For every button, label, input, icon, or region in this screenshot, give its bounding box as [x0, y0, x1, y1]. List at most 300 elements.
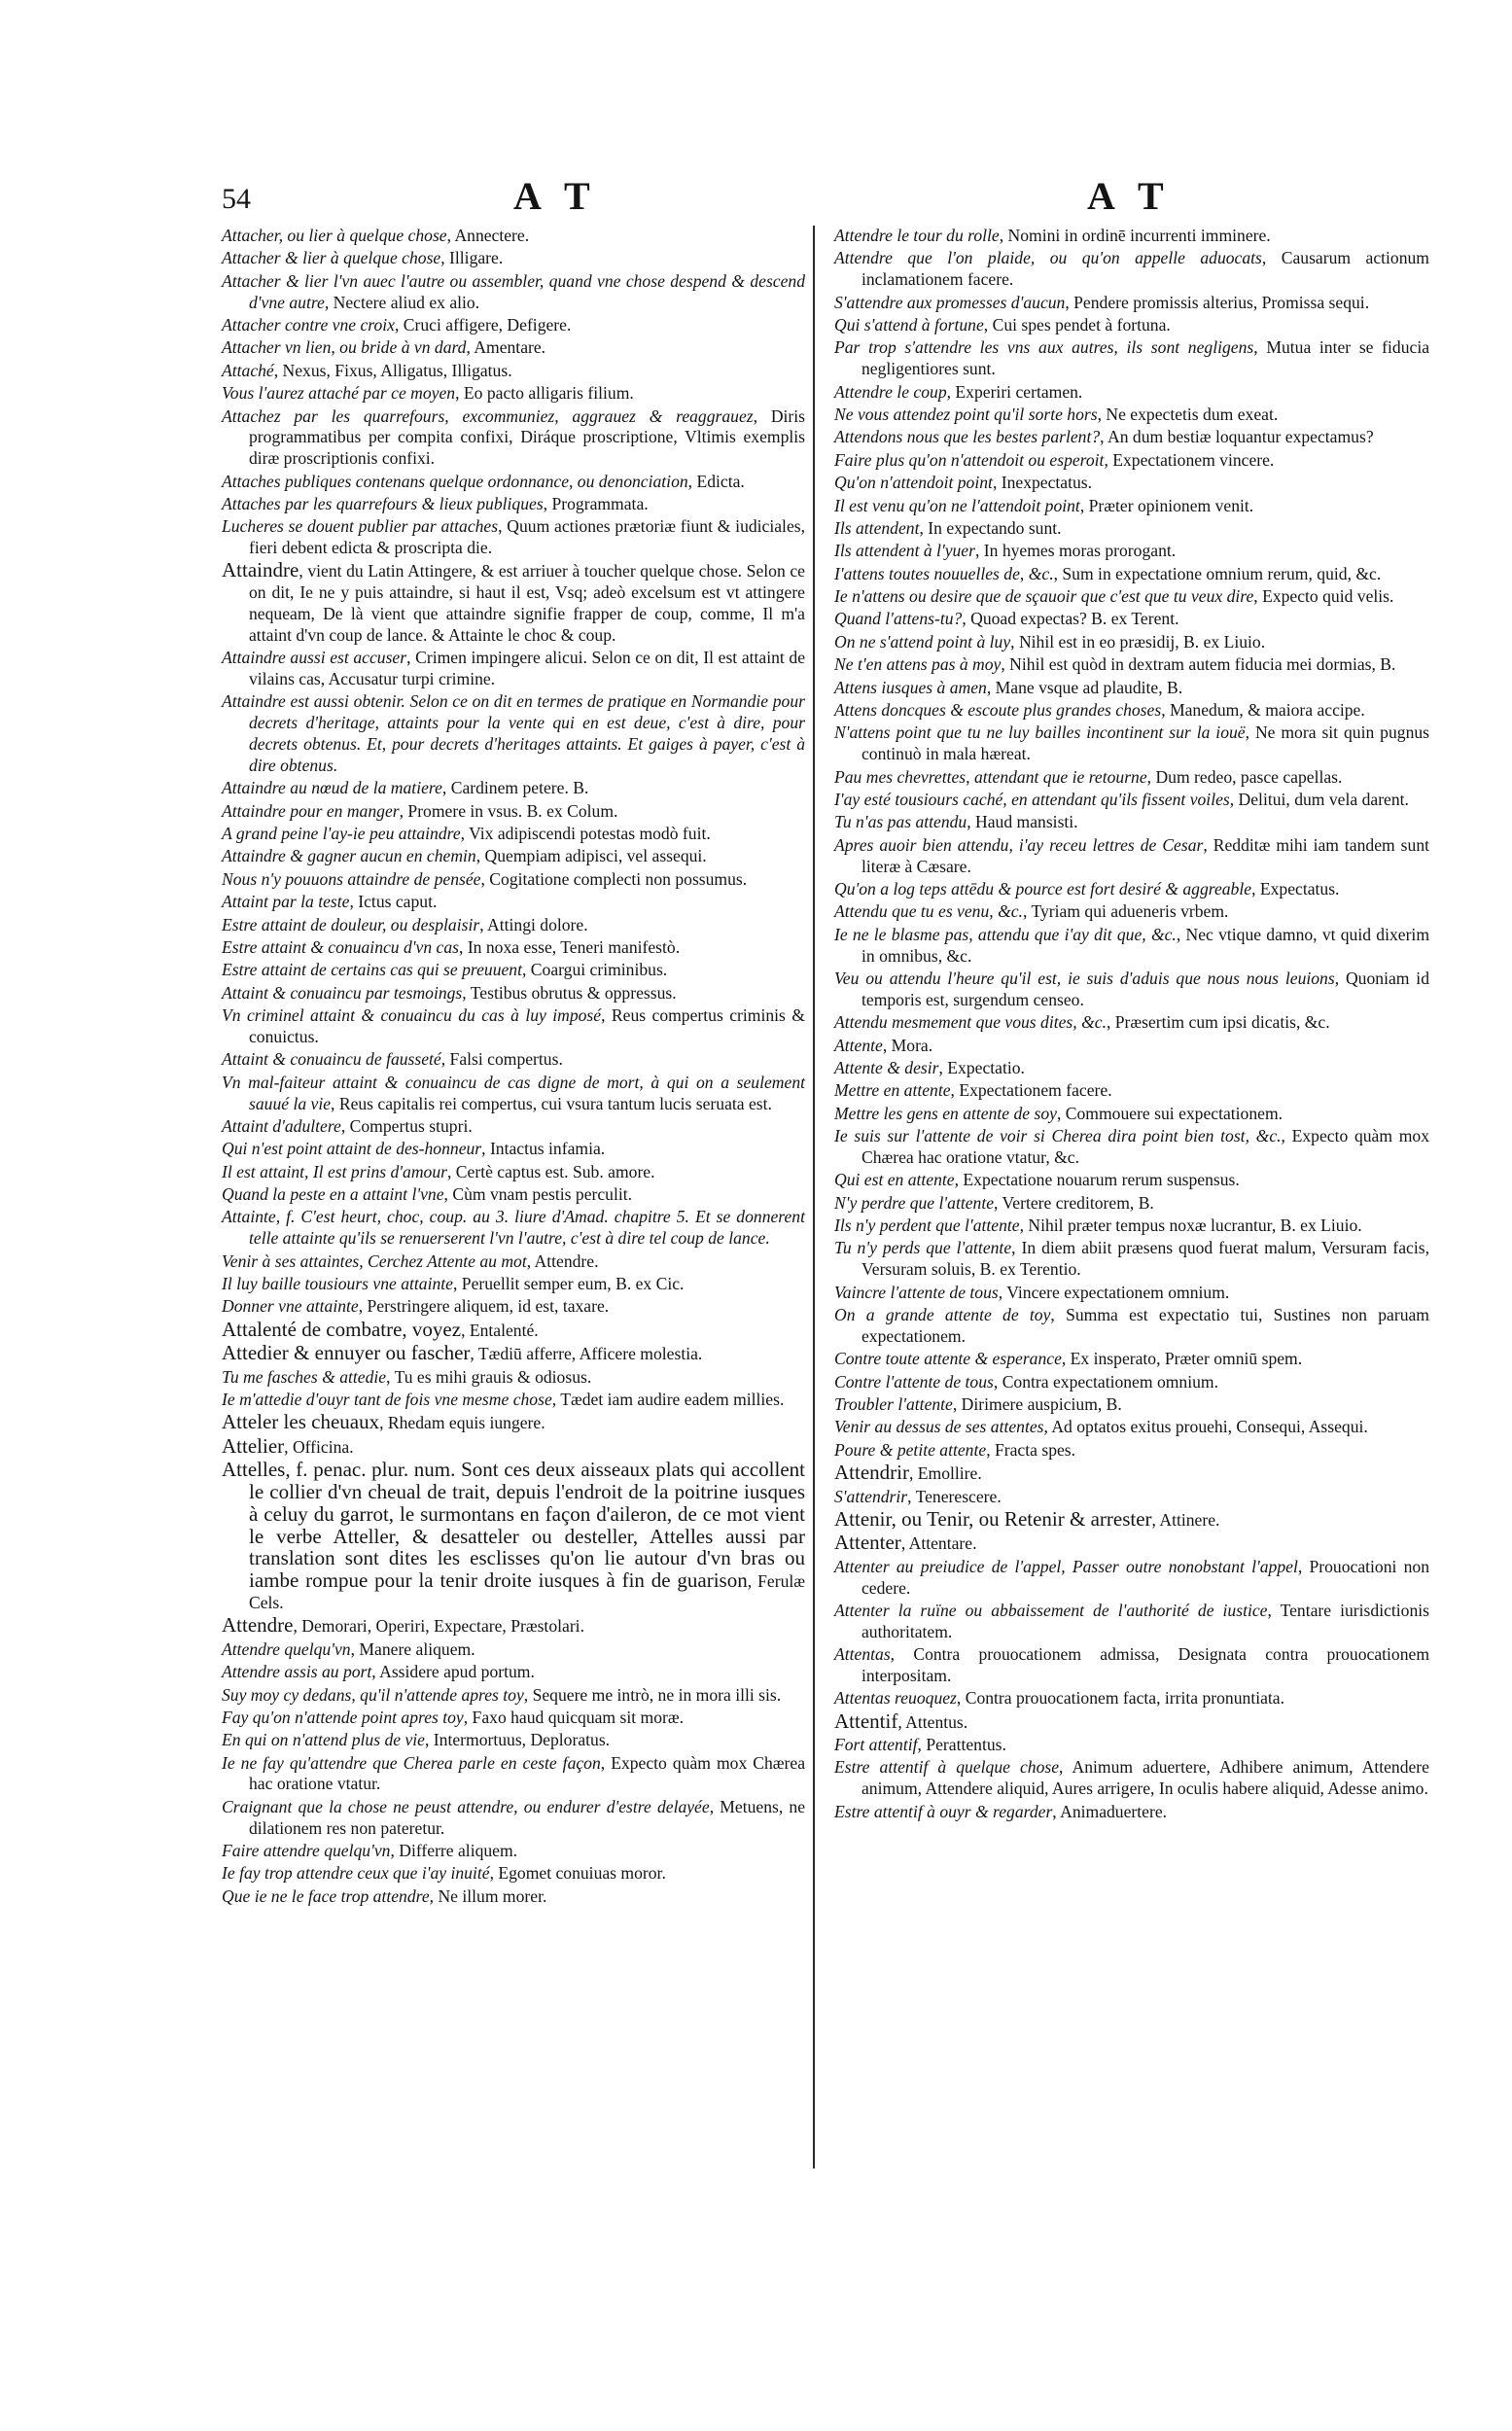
dictionary-entry: Attacher & lier l'vn auec l'autre ou assembler, quand vne chose despend & descend d'vne autre, Nectere aliud ex alio.: [222, 270, 805, 312]
dictionary-entry: Attente, Mora.: [834, 1035, 933, 1055]
dictionary-entry: Attendrir, Emollire.: [834, 1461, 982, 1485]
french-term: On ne s'attend point à luy: [834, 631, 1011, 652]
french-term: Attendu que tu es venu, &c.: [834, 901, 1023, 922]
dictionary-entry: Par trop s'attendre les vns aux autres, ils sont negligens, Mutua inter se fiducia negligentiores sunt.: [834, 337, 1430, 379]
latin-equivalent: Commouere sui expectationem.: [1065, 1103, 1283, 1123]
latin-equivalent: In diem abiit præsens quod fuerat malum, Versuram facis, Versuram soluis, B. ex Terentio.: [861, 1238, 1429, 1280]
latin-equivalent: Nexus, Fixus, Alligatus, Illigatus.: [282, 360, 512, 380]
french-term: Apres auoir bien attendu, i'ay receu lettres de Cesar: [834, 834, 1204, 855]
latin-equivalent: Testibus obrutus & oppressus.: [470, 982, 677, 1003]
latin-equivalent: Officina.: [292, 1436, 354, 1457]
latin-equivalent: Redditæ mihi iam tandem sunt literæ à Cæsare.: [861, 834, 1430, 876]
french-term: Contre toute attente & esperance: [834, 1349, 1062, 1369]
latin-equivalent: Vertere creditorem, B.: [1002, 1192, 1154, 1213]
latin-equivalent: Inexpectatus.: [1001, 473, 1093, 493]
latin-equivalent: Præter opinionem venit.: [1088, 495, 1254, 515]
french-term: Pau mes chevrettes, attendant que ie retourne: [834, 766, 1147, 787]
latin-equivalent: Contra expectationem omnium.: [1002, 1371, 1218, 1392]
latin-equivalent: Attendre.: [534, 1251, 599, 1271]
french-term: Lucheres se douent publier par attaches: [222, 516, 499, 537]
latin-equivalent: In noxa esse, Teneri manifestò.: [467, 936, 681, 957]
dictionary-entry: On ne s'attend point à luy, Nihil est in eo præsidij, B. ex Liuio.: [834, 631, 1266, 652]
french-term: Estre attaint de certains cas qui se preuuent: [222, 960, 522, 980]
latin-equivalent: Animaduertere.: [1060, 1801, 1168, 1821]
dictionary-entry: Attaint & conuaincu par tesmoings, Testibus obrutus & oppressus.: [222, 982, 677, 1003]
french-term: I'ay esté tousiours caché, en attendant qu'ils fissent voiles: [834, 789, 1230, 809]
dictionary-entry: I'attens toutes nouuelles de, &c., Sum in expectatione omnium rerum, quid, &c.: [834, 563, 1382, 583]
dictionary-entry: Attendre quelqu'vn, Manere aliquem.: [222, 1638, 475, 1659]
dictionary-entry: Il est attaint, Il est prins d'amour, Certè captus est. Sub. amore.: [222, 1161, 655, 1181]
french-term: Attaindre aussi est accuser: [222, 648, 407, 668]
latin-equivalent: Manedum, & maiora accipe.: [1169, 700, 1365, 721]
french-term: Attaindre & gagner aucun en chemin: [222, 846, 476, 866]
latin-equivalent: Illigare.: [449, 248, 504, 268]
dictionary-entry: Attendre que l'on plaide, ou qu'on appelle aduocats, Causarum actionum inclamationem facere.: [834, 248, 1429, 290]
french-term: Attendre le coup: [834, 381, 947, 402]
french-term: Attendre le tour du rolle: [834, 226, 1000, 245]
latin-equivalent: Ex insperato, Præter omniū spem.: [1070, 1349, 1303, 1369]
dictionary-entry: Venir à ses attaintes, Cerchez Attente au mot, Attendre.: [222, 1251, 599, 1271]
french-term: N'attens point que tu ne luy bailles incontinent sur la iouë: [834, 722, 1246, 743]
french-term: Vn mal-faiteur attaint & conuaincu de cas digne de mort, à qui on a seulement sauué la vie: [222, 1072, 805, 1113]
dictionary-entry: Attendre le coup, Experiri certamen.: [834, 381, 1083, 402]
dictionary-entry: Attenir, ou Tenir, ou Retenir & arrester, Attinere.: [834, 1506, 1220, 1531]
dictionary-entry: Qui est en attente, Expectatione nouarum rerum suspensus.: [834, 1170, 1240, 1190]
french-term: Veu ou attendu l'heure qu'il est, ie suis d'aduis que nous nous leuions: [834, 968, 1335, 988]
latin-equivalent: Vix adipiscendi potestas modò fuit.: [469, 824, 711, 844]
dictionary-entry: Fay qu'on n'attende point apres toy, Faxo haud quicquam sit moræ.: [222, 1707, 685, 1727]
french-term: Attaint par la teste: [222, 892, 350, 912]
latin-equivalent: Ad optatos exitus prouehi, Consequi, Assequi.: [1051, 1417, 1368, 1437]
french-term: Attentas: [834, 1644, 891, 1665]
latin-equivalent: Contra prouocationem admissa, Designata contra prouocationem interpositam.: [861, 1644, 1430, 1685]
dictionary-entry: Tu me fasches & attedie, Tu es mihi grauis & odiosus.: [222, 1366, 592, 1387]
latin-equivalent: Ne illum morer.: [438, 1885, 547, 1906]
french-term: Vaincre l'attente de tous: [834, 1282, 999, 1302]
french-term: Attachez par les quarrefours, excommuniez, aggrauez & reaggrauez: [222, 405, 754, 426]
latin-equivalent: Attinere.: [1159, 1509, 1220, 1530]
french-term: Craignant que la chose ne peust attendre, ou endurer d'estre delayée: [222, 1796, 710, 1816]
latin-equivalent: Diris programmatibus per compita confixi, Diráque proscriptione, Vltimis exemplis diræ proscriptionis confixi.: [249, 405, 805, 469]
dictionary-entry: Attendre assis au port, Assidere apud portum.: [222, 1662, 535, 1682]
dictionary-entry: Attaindre au nœud de la matiere, Cardinem petere. B.: [222, 778, 589, 798]
dictionary-entry: Attens doncques & escoute plus grandes choses, Manedum, & maiora accipe.: [834, 700, 1365, 721]
french-term: Tu me fasches & attedie: [222, 1366, 387, 1387]
dictionary-entry: Attachez par les quarrefours, excommuniez, aggrauez & reaggrauez, Diris programmatibus per compita confixi, Diráque proscriptione, Vltimis exemplis diræ proscriptionis confixi.: [222, 405, 805, 469]
french-term: Tu n'y perds que l'attente: [834, 1238, 1012, 1258]
dictionary-entry: Attaint & conuaincu de fausseté, Falsi compertus.: [222, 1049, 563, 1070]
latin-equivalent: Reus capitalis rei compertus, cui vsura tantum lucis seruata est.: [338, 1093, 772, 1113]
french-term: En qui on n'attend plus de vie: [222, 1730, 425, 1750]
right-column: [834, 226, 1429, 1824]
dictionary-entry: Attens iusques à amen, Mane vsque ad plaudite, B.: [834, 677, 1183, 697]
french-term: Attaint & conuaincu de fausseté: [222, 1049, 441, 1070]
latin-equivalent: Animum aduertere, Adhibere animum, Attendere animum, Attendere aliquid, Aures arrigere, In oculis habere aliquid, Adesse animo.: [861, 1757, 1429, 1799]
french-term: Attendons nous que les bestes parlent?: [834, 427, 1101, 447]
french-term: Venir au dessus de ses attentes: [834, 1417, 1044, 1437]
french-term: Attenir, ou Tenir, ou Retenir & arrester: [834, 1506, 1152, 1531]
latin-equivalent: Tu es mihi grauis & odiosus.: [394, 1366, 592, 1387]
dictionary-entry: [222, 1207, 805, 1250]
right-column-header: A T: [1087, 174, 1172, 218]
dictionary-entry: Atteler les cheuaux, Rhedam equis iungere.: [222, 1410, 545, 1434]
french-term: Vn criminel attaint & conuaincu du cas à luy imposé: [222, 1005, 602, 1026]
french-term: A grand peine l'ay-ie peu attaindre: [222, 824, 461, 844]
latin-equivalent: Contra prouocationem facta, irrita pronuntiata.: [965, 1688, 1284, 1709]
latin-equivalent: Summa est expectatio tui, Sustines non paruam expectationem.: [861, 1305, 1429, 1346]
dictionary-entry: Attenter, Attentare.: [834, 1531, 977, 1555]
dictionary-entry: Vous l'aurez attaché par ce moyen, Eo pacto alligaris filium.: [222, 383, 634, 404]
french-term: Mettre les gens en attente de soy: [834, 1103, 1057, 1123]
latin-equivalent: Delitui, dum vela darent.: [1238, 789, 1409, 809]
dictionary-entry: Attacher, ou lier à quelque chose, Annectere.: [222, 226, 530, 245]
dictionary-entry: Ie fay trop attendre ceux que i'ay inuité, Egomet conuiuas moror.: [222, 1863, 666, 1884]
french-term: Attaches publiques contenans quelque ordonnance, ou denonciation: [222, 471, 688, 491]
latin-equivalent: Tenerescere.: [915, 1486, 1002, 1506]
dictionary-entry: N'y perdre que l'attente, Vertere creditorem, B.: [834, 1192, 1154, 1213]
column-divider: [813, 226, 815, 2168]
dictionary-entry: Attedier & ennuyer ou fascher, Tædiū afferre, Afficere molestia.: [222, 1341, 703, 1365]
latin-equivalent: Expecto quàm mox Chærea hac oratione vtatur.: [249, 1752, 806, 1794]
dictionary-entry: Tu n'y perds que l'attente, In diem abiit præsens quod fuerat malum, Versuram facis, Versuram soluis, B. ex Terentio.: [834, 1238, 1429, 1280]
latin-equivalent: Egomet conuiuas moror.: [498, 1863, 666, 1884]
dictionary-entry: Estre attentif à ouyr & regarder, Animaduertere.: [834, 1801, 1168, 1821]
dictionary-entry: Mettre les gens en attente de soy, Commouere sui expectationem.: [834, 1103, 1283, 1123]
latin-equivalent: Tædet iam audire eadem millies.: [560, 1390, 785, 1409]
dictionary-entry: S'attendrir, Tenerescere.: [834, 1486, 1002, 1506]
latin-equivalent: Quum actiones prætoriæ fiunt & iudiciales, fieri debent edicta & proscripta die.: [249, 516, 805, 558]
dictionary-entry: Contre toute attente & esperance, Ex insperato, Præter omniū spem.: [834, 1349, 1303, 1369]
latin-equivalent: Nihil est quòd in dextram autem fiducia mei dormias, B.: [1009, 654, 1396, 675]
latin-equivalent: Reus compertus criminis & conuictus.: [249, 1005, 805, 1046]
dictionary-entry: I'ay esté tousiours caché, en attendant qu'ils fissent voiles, Delitui, dum vela darent.: [834, 789, 1409, 809]
french-term: Attaindre pour en manger: [222, 800, 400, 821]
dictionary-entry: Attente & desir, Expectatio.: [834, 1057, 1025, 1077]
french-term: Il est venu qu'on ne l'attendoit point: [834, 495, 1080, 515]
french-term: Faire plus qu'on n'attendoit ou esperoit: [834, 449, 1105, 470]
dictionary-entry: Il luy baille tousiours vne attainte, Peruellit semper eum, B. ex Cic.: [222, 1274, 685, 1294]
dictionary-entry: Il est venu qu'on ne l'attendoit point, Præter opinionem venit.: [834, 495, 1254, 515]
french-term: S'attendre aux promesses d'aucun: [834, 292, 1066, 312]
latin-equivalent: Prouocationi non cedere.: [861, 1556, 1430, 1598]
french-term: Poure & petite attente: [834, 1439, 987, 1460]
latin-equivalent: Attentare.: [908, 1533, 977, 1554]
latin-equivalent: Haud mansisti.: [975, 812, 1078, 832]
dictionary-entry: Tu n'as pas attendu, Haud mansisti.: [834, 812, 1078, 832]
french-term: Attendre quelqu'vn: [222, 1638, 351, 1659]
latin-equivalent: Fracta spes.: [994, 1439, 1076, 1460]
french-term: Il est attaint, Il est prins d'amour: [222, 1161, 447, 1181]
dictionary-entry: Faire plus qu'on n'attendoit ou esperoit, Expectationem vincere.: [834, 449, 1275, 470]
french-term: Que ie ne le face trop attendre: [222, 1885, 430, 1906]
french-term: Attacher & lier à quelque chose: [222, 248, 441, 268]
dictionary-entry: Venir au dessus de ses attentes, Ad optatos exitus prouehi, Consequi, Assequi.: [834, 1417, 1368, 1437]
latin-equivalent: Sequere me intrò, ne in mora illi sis.: [532, 1684, 782, 1705]
french-term: Ie ne fay qu'attendre que Cherea parle en ceste façon: [222, 1752, 601, 1773]
latin-equivalent: Quoniam id temporis est, surgendum censeo.: [861, 968, 1429, 1009]
latin-equivalent: Certè captus est. Sub. amore.: [455, 1161, 655, 1181]
dictionary-entry: Attendu que tu es venu, &c., Tyriam qui adueneris vrbem.: [834, 901, 1229, 922]
dictionary-entry: Attelles, f. penac. plur. num. Sont ces deux aisseaux plats qui accollent le collier d'vn cheual de trait, depuis l'endroit de la poitrine iusques à celuy du garrot, le surmontans en façon d'aileron, de ce mot vient le verbe Atteller, & desatteler ou desteller, Attelles aussi par translation sont dites les esclisses qu'on lie autour d'vn bras ou iambe rompue pour la tenir droite iusques à fin de guarison, Ferulæ Cels.: [222, 1458, 805, 1612]
latin-equivalent: Crimen impingere alicui. Selon ce on dit, Il est attaint de vilains cas, Accusatur turpi crimine.: [249, 648, 806, 689]
dictionary-entry: Suy moy cy dedans, qu'il n'attende apres toy, Sequere me intrò, ne in mora illi sis.: [222, 1684, 782, 1705]
latin-equivalent: Falsi compertus.: [449, 1049, 563, 1070]
french-term: Qu'on n'attendoit point: [834, 473, 993, 493]
french-term: Attenter la ruïne ou abbaissement de l'authorité de iustice: [834, 1600, 1268, 1620]
dictionary-entry: Attelier, Officina.: [222, 1433, 354, 1458]
latin-equivalent: Expectatus.: [1259, 878, 1340, 898]
latin-equivalent: Ne mora sit quin pugnus continuò in mala hæreat.: [861, 722, 1430, 764]
latin-equivalent: Promere in vsus. B. ex Colum.: [407, 800, 618, 821]
french-term: Venir à ses attaintes, Cerchez Attente au mot: [222, 1251, 527, 1271]
latin-equivalent: In expectando sunt.: [928, 517, 1062, 538]
french-term: Par trop s'attendre les vns aux autres, ils sont negligens: [834, 337, 1254, 358]
french-term: Attedier & ennuyer ou fascher: [222, 1341, 471, 1365]
dictionary-entry: Attaindre & gagner aucun en chemin, Quempiam adipisci, vel assequi.: [222, 846, 707, 866]
dictionary-entry: Estre attaint de certains cas qui se preuuent, Coargui criminibus.: [222, 960, 668, 980]
latin-equivalent: Mutua inter se fiducia negligentiores sunt.: [861, 337, 1430, 379]
latin-equivalent: Expecto quàm mox Chærea hac oratione vtatur, &c.: [861, 1126, 1429, 1167]
french-term: Attens iusques à amen: [834, 677, 987, 697]
french-term: Contre l'attente de tous: [834, 1371, 994, 1392]
french-term: Tu n'as pas attendu: [834, 812, 967, 832]
french-term: Attainte, f. C'est heurt, choc, coup. au 3. liure d'Amad. chapitre 5. Et se donnerent telle attainte qu'ils se renuerserent l'vn l'autre, c'est à dire tel coup de lance.: [222, 1207, 805, 1249]
latin-equivalent: Assidere apud portum.: [379, 1662, 535, 1682]
dictionary-entry: Ils attendent, In expectando sunt.: [834, 517, 1062, 538]
left-column: [222, 226, 805, 1909]
french-term: Attaches par les quarrefours & lieux publiques: [222, 493, 544, 513]
dictionary-entry: N'attens point que tu ne luy bailles incontinent sur la iouë, Ne mora sit quin pugnus continuò in mala hæreat.: [834, 722, 1430, 764]
french-term: Attelier: [222, 1433, 285, 1458]
dictionary-entry: Ne vous attendez point qu'il sorte hors, Ne expectetis dum exeat.: [834, 404, 1279, 424]
dictionary-entry: Attalenté de combatre, voyez, Entalenté.: [222, 1317, 539, 1341]
page-number: 54: [222, 183, 251, 215]
dictionary-entry: Lucheres se douent publier par attaches, Quum actiones prætoriæ fiunt & iudiciales, fieri debent edicta & proscripta die.: [222, 516, 805, 558]
dictionary-entry: Attacher vn lien, ou bride à vn dard, Amentare.: [222, 337, 546, 358]
dictionary-entry: Craignant que la chose ne peust attendre, ou endurer d'estre delayée, Metuens, ne dilationem res non pateretur.: [222, 1796, 806, 1838]
dictionary-entry: Ils n'y perdent que l'attente, Nihil præter tempus noxæ lucrantur, B. ex Liuio.: [834, 1216, 1362, 1236]
french-term: Attaindre au nœud de la matiere: [222, 778, 442, 798]
dictionary-entry: Quand l'attens-tu?, Quoad expectas? B. ex Terent.: [834, 609, 1179, 629]
latin-equivalent: Peruellit semper eum, B. ex Cic.: [461, 1274, 685, 1294]
french-term: Ie ne le blasme pas, attendu que i'ay dit que, &c.: [834, 924, 1177, 944]
latin-equivalent: Rhedam equis iungere.: [387, 1413, 545, 1433]
dictionary-entry: Vn mal-faiteur attaint & conuaincu de cas digne de mort, à qui on a seulement sauué la vie, Reus capitalis rei compertus, cui vsura tantum lucis seruata est.: [222, 1072, 805, 1113]
latin-equivalent: Entalenté.: [469, 1320, 539, 1340]
latin-equivalent: Metuens, ne dilationem res non pateretur.: [249, 1796, 806, 1838]
dictionary-entry: Attendre, Demorari, Operiri, Expectare, Præstolari.: [222, 1613, 584, 1638]
latin-equivalent: Experiri certamen.: [955, 381, 1083, 402]
dictionary-entry: Vn criminel attaint & conuaincu du cas à luy imposé, Reus compertus criminis & conuictus.: [222, 1005, 805, 1046]
dictionary-entry: Attentas reuoquez, Contra prouocationem facta, irrita pronuntiata.: [834, 1688, 1284, 1709]
latin-equivalent: Nihil est in eo præsidij, B. ex Liuio.: [1018, 631, 1266, 652]
latin-equivalent: Causarum actionum inclamationem facere.: [861, 248, 1429, 290]
latin-equivalent: Expecto quid velis.: [1262, 586, 1394, 607]
dictionary-entry: Fort attentif, Perattentus.: [834, 1735, 1006, 1755]
latin-equivalent: Ne expectetis dum exeat.: [1106, 404, 1279, 424]
latin-equivalent: Dum redeo, pasce capellas.: [1155, 766, 1343, 787]
latin-equivalent: Quoad expectas? B. ex Terent.: [970, 609, 1179, 629]
latin-equivalent: Cruci affigere, Defigere.: [403, 314, 572, 335]
latin-equivalent: Edicta.: [696, 471, 745, 491]
french-term: Faire attendre quelqu'vn: [222, 1841, 391, 1861]
dictionary-entry: Apres auoir bien attendu, i'ay receu lettres de Cesar, Redditæ mihi iam tandem sunt literæ à Cæsare.: [834, 834, 1430, 876]
dictionary-entry: Attenter au preiudice de l'appel, Passer outre nonobstant l'appel, Prouocationi non cedere.: [834, 1556, 1430, 1598]
french-term: Qui n'est point attaint de des-honneur: [222, 1139, 482, 1159]
dictionary-entry: Faire attendre quelqu'vn, Differre aliquem.: [222, 1841, 518, 1861]
latin-equivalent: Ictus caput.: [358, 892, 438, 912]
dictionary-entry: Attacher & lier à quelque chose, Illigare.: [222, 248, 504, 268]
latin-equivalent: Emollire.: [917, 1463, 982, 1484]
dictionary-entry: Nous n'y pouuons attaindre de pensée, Cogitatione complecti non possumus.: [222, 868, 748, 889]
latin-equivalent: Eo pacto alligaris filium.: [463, 383, 634, 404]
french-term: I'attens toutes nouuelles de, &c.: [834, 563, 1054, 583]
latin-equivalent: Tyriam qui adueneris vrbem.: [1031, 901, 1229, 922]
french-term: Suy moy cy dedans, qu'il n'attende apres toy: [222, 1684, 524, 1705]
french-term: Qu'on a log teps attēdu & pource est fort desiré & aggreable: [834, 878, 1252, 898]
french-term: Attaint d'adultere: [222, 1115, 341, 1136]
latin-equivalent: Cogitatione complecti non possumus.: [489, 868, 748, 889]
latin-equivalent: Mane vsque ad plaudite, B.: [995, 677, 1183, 697]
french-term: Attentif: [834, 1709, 898, 1733]
french-term: N'y perdre que l'attente: [834, 1192, 995, 1213]
french-term: Donner vne attainte: [222, 1296, 359, 1317]
dictionary-entry: Attaches publiques contenans quelque ordonnance, ou denonciation, Edicta.: [222, 471, 745, 491]
french-term: Il luy baille tousiours vne attainte: [222, 1274, 453, 1294]
latin-equivalent: Manere aliquem.: [359, 1638, 475, 1659]
dictionary-entry: Que ie ne le face trop attendre, Ne illum morer.: [222, 1885, 547, 1906]
french-term: Quand l'attens-tu?: [834, 609, 963, 629]
dictionary-entry: Attaché, Nexus, Fixus, Alligatus, Illigatus.: [222, 360, 512, 380]
french-term: Attenter au preiudice de l'appel, Passer outre nonobstant l'appel: [834, 1556, 1298, 1576]
dictionary-entry: Ie ne le blasme pas, attendu que i'ay dit que, &c., Nec vtique damno, vt quid dixerim in omnibus, &c.: [834, 924, 1430, 966]
latin-equivalent: Intermortuus, Deploratus.: [433, 1730, 611, 1750]
latin-equivalent: Tædiū afferre, Afficere molestia.: [477, 1344, 703, 1364]
latin-equivalent: Coargui criminibus.: [530, 960, 668, 980]
left-column-header: A T: [513, 174, 598, 218]
dictionary-entry: Attenter la ruïne ou abbaissement de l'authorité de iustice, Tentare iurisdictionis authoritatem.: [834, 1600, 1429, 1641]
dictionary-entry: Estre attaint & conuaincu d'vn cas, In noxa esse, Teneri manifestò.: [222, 936, 681, 957]
dictionary-entry: Attaches par les quarrefours & lieux publiques, Programmata.: [222, 493, 649, 513]
dictionary-entry: Attendre le tour du rolle, Nomini in ordinē incurrenti imminere.: [834, 226, 1271, 245]
latin-equivalent: Attingi dolore.: [487, 914, 588, 934]
french-term: Attenter: [834, 1531, 901, 1555]
dictionary-entry: Qui s'attend à fortune, Cui spes pendet à fortuna.: [834, 314, 1171, 335]
latin-equivalent: Perattentus.: [926, 1735, 1006, 1755]
french-term: Ie suis sur l'attente de voir si Cherea dira point bien tost, &c.: [834, 1126, 1282, 1146]
french-term: Attendre: [222, 1613, 294, 1638]
french-term: Ie n'attens ou desire que de sçauoir que c'est que tu veux dire: [834, 586, 1254, 607]
latin-equivalent: Programmata.: [551, 493, 649, 513]
dictionary-entry: Attentas, Contra prouocationem admissa, Designata contra prouocationem interpositam.: [834, 1644, 1430, 1685]
dictionary-entry: Ie n'attens ou desire que de sçauoir que c'est que tu veux dire, Expecto quid velis.: [834, 586, 1394, 607]
french-term: Attalenté de combatre, voyez: [222, 1317, 462, 1341]
latin-equivalent: Vincere expectationem omnium.: [1006, 1282, 1230, 1302]
latin-equivalent: Sum in expectatione omnium rerum, quid, &c.: [1062, 563, 1382, 583]
french-term: Attelles, f. penac. plur. num. Sont ces deux aisseaux plats qui accollent le collier d'vn cheual de trait, depuis l'endroit de la poitrine iusques à celuy du garrot, le surmontans en façon d'aileron, de ce mot vient le verbe Atteller, & desatteler ou desteller, Attelles aussi par translation sont dites les esclisses qu'on lie autour d'vn bras ou iambe rompue pour la tenir droite iusques à fin de guarison: [222, 1458, 805, 1593]
french-term: Attacher & lier l'vn auec l'autre ou assembler, quand vne chose despend & descend d'vne autre: [222, 270, 805, 312]
latin-equivalent: Expectatione nouarum rerum suspensus.: [963, 1170, 1240, 1190]
dictionary-entry: Attendu mesmement que vous dites, &c., Præsertim cum ipsi dicatis, &c.: [834, 1012, 1330, 1033]
french-term: Attacher contre vne croix: [222, 314, 395, 335]
latin-equivalent: Quempiam adipisci, vel assequi.: [484, 846, 707, 866]
dictionary-entry: Ne t'en attens pas à moy, Nihil est quòd in dextram autem fiducia mei dormias, B.: [834, 654, 1396, 675]
dictionary-entry: Contre l'attente de tous, Contra expectationem omnium.: [834, 1371, 1218, 1392]
french-term: Ils attendent à l'yuer: [834, 541, 975, 561]
french-term: Fort attentif: [834, 1735, 918, 1755]
french-term: Nous n'y pouuons attaindre de pensée: [222, 868, 481, 889]
dictionary-entry: Vaincre l'attente de tous, Vincere expectationem omnium.: [834, 1282, 1230, 1302]
dictionary-entry: Ie suis sur l'attente de voir si Cherea dira point bien tost, &c., Expecto quàm mox Chærea hac oratione vtatur, &c.: [834, 1126, 1429, 1167]
french-term: Attente: [834, 1035, 883, 1055]
french-term: Ie m'attedie d'ouyr tant de fois vne mesme chose: [222, 1390, 552, 1409]
latin-equivalent: Expectationem facere.: [959, 1080, 1112, 1101]
french-term: Attacher, ou lier à quelque chose: [222, 226, 447, 245]
french-term: Attaché: [222, 360, 274, 380]
french-term: Quand la peste en a attaint l'vne: [222, 1184, 444, 1205]
french-term: Mettre en attente: [834, 1080, 951, 1101]
french-term: On a grande attente de toy: [834, 1305, 1051, 1324]
french-term: Attendre assis au port: [222, 1662, 372, 1682]
dictionary-entry: Quand la peste en a attaint l'vne, Cùm vnam pestis perculit.: [222, 1184, 633, 1205]
latin-equivalent: Amentare.: [474, 337, 546, 358]
french-term: Ils attendent: [834, 517, 920, 538]
latin-equivalent: Pendere promissis alterius, Promissa sequi.: [1073, 292, 1370, 312]
dictionary-entry: On a grande attente de toy, Summa est expectatio tui, Sustines non paruam expectationem.: [834, 1305, 1429, 1346]
latin-equivalent: Nomini in ordinē incurrenti imminere.: [1007, 226, 1271, 245]
dictionary-entry: Ils attendent à l'yuer, In hyemes moras prorogant.: [834, 541, 1177, 561]
french-term: Fay qu'on n'attende point apres toy: [222, 1707, 464, 1727]
latin-equivalent: Tentare iurisdictionis authoritatem.: [861, 1600, 1429, 1641]
dictionary-entry: Attaindre, vient du Latin Attingere, & est arriuer à toucher quelque chose. Selon ce on dit, Ie ne y puis attaindre, si haut il est, Vsq; adeò excelsum est vt attingere nequeam, De là vient que attaindre signifie frapper de coup, comme, Il m'a attaint d'vn coup de lance. & Attainte le choc & coup.: [222, 558, 805, 645]
latin-equivalent: Cui spes pendet à fortuna.: [992, 314, 1171, 335]
latin-equivalent: Mora.: [891, 1035, 933, 1055]
dictionary-entry: Attacher contre vne croix, Cruci affigere, Defigere.: [222, 314, 572, 335]
french-term: Estre attaint & conuaincu d'vn cas: [222, 936, 460, 957]
french-term: Qui est en attente: [834, 1170, 955, 1190]
dictionary-entry: Poure & petite attente, Fracta spes.: [834, 1439, 1076, 1460]
french-term: Estre attaint de douleur, ou desplaisir: [222, 914, 480, 934]
latin-equivalent: Expectatio.: [947, 1057, 1025, 1077]
latin-equivalent: Demorari, Operiri, Expectare, Præstolari.: [301, 1616, 584, 1637]
french-term: Ie fay trop attendre ceux que i'ay inuité: [222, 1863, 490, 1884]
dictionary-entry: Attaindre pour en manger, Promere in vsus. B. ex Colum.: [222, 800, 618, 821]
french-term: Ils n'y perdent que l'attente: [834, 1216, 1020, 1236]
dictionary-entry: Qu'on a log teps attēdu & pource est fort desiré & aggreable, Expectatus.: [834, 878, 1340, 898]
latin-equivalent: Annectere.: [454, 226, 530, 245]
dictionary-entry: Pau mes chevrettes, attendant que ie retourne, Dum redeo, pasce capellas.: [834, 766, 1343, 787]
dictionary-entry: Estre attentif à quelque chose, Animum aduertere, Adhibere animum, Attendere animum, Attendere aliquid, Aures arrigere, In oculis habere aliquid, Adesse animo.: [834, 1757, 1429, 1799]
french-term: Vous l'aurez attaché par ce moyen: [222, 383, 456, 404]
latin-equivalent: Intactus infamia.: [489, 1139, 606, 1159]
dictionary-entry: Troubler l'attente, Dirimere auspicium, B.: [834, 1393, 1122, 1414]
dictionary-entry: Attaint d'adultere, Compertus stupri.: [222, 1115, 473, 1136]
latin-equivalent: Faxo haud quicquam sit moræ.: [472, 1707, 685, 1727]
french-term: Attentas reuoquez: [834, 1688, 957, 1709]
dictionary-entry: S'attendre aux promesses d'aucun, Pendere promissis alterius, Promissa sequi.: [834, 292, 1370, 312]
french-term: Attaindre: [222, 558, 299, 582]
latin-equivalent: Nectere aliud ex alio.: [333, 292, 480, 312]
latin-equivalent: Differre aliquem.: [399, 1841, 518, 1861]
french-term: Attendu mesmement que vous dites, &c.: [834, 1012, 1107, 1033]
dictionary-entry: Attaindre aussi est accuser, Crimen impingere alicui. Selon ce on dit, Il est attaint de vilains cas, Accusatur turpi crimine.: [222, 648, 806, 689]
dictionary-entry: Donner vne attainte, Perstringere aliquem, id est, taxare.: [222, 1296, 610, 1317]
latin-equivalent: Præsertim cum ipsi dicatis, &c.: [1114, 1012, 1330, 1033]
dictionary-entry: Attaint par la teste, Ictus caput.: [222, 892, 438, 912]
dictionary-entry: Ie m'attedie d'ouyr tant de fois vne mesme chose, Tædet iam audire eadem millies.: [222, 1390, 785, 1409]
latin-equivalent: Attentus.: [905, 1711, 968, 1732]
french-term: Estre attentif à ouyr & regarder: [834, 1801, 1053, 1821]
